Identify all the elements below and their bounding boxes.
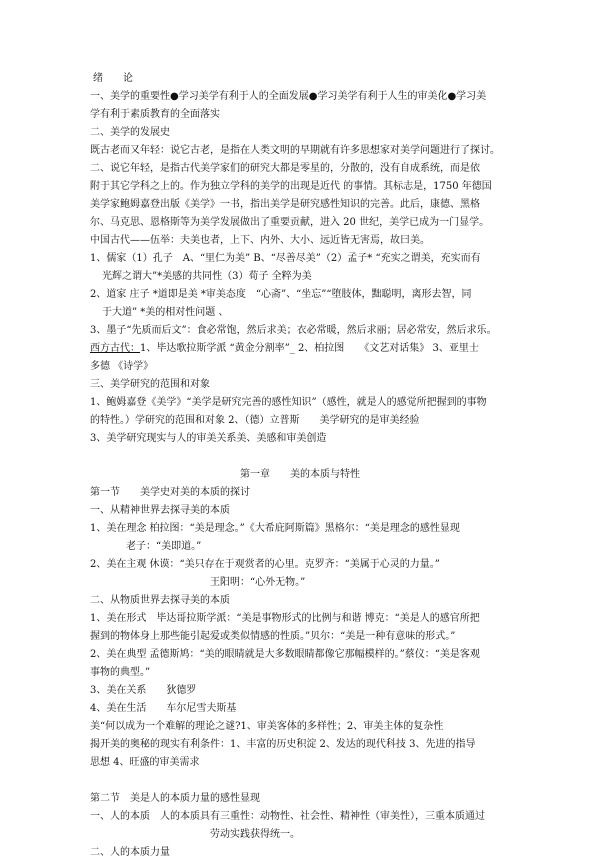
west-ancient-text: 1、毕达歌拉斯学派 “黄金分割率”_ 2、柏拉图 《文艺对话集》 3、亚里士 <box>140 343 479 354</box>
chapter-title: 第一章 美的本质与特性 <box>240 469 360 480</box>
china-ancient: 中国古代——伍举：夫美也者，上下、内外、大小、远近皆无害焉，故曰美。 <box>90 235 430 246</box>
form-line2: 握到的物体身上那些能引起爱或类似情感的性质。”贝尔：“美是一种有意味的形式。” <box>90 631 456 642</box>
west-ancient-line1 <box>90 340 510 358</box>
idea-line2: 老子：“美即道。” <box>126 541 202 552</box>
relation-line: 3、美在关系 狄德罗 <box>90 685 197 696</box>
conditions-line2: 思想 4、旺盛的审美需求 <box>90 757 200 768</box>
young-para-line1: 二、说它年轻，是指古代美学家们的研究大都是零星的，分散的，没有自成系统，而是依 <box>90 163 480 174</box>
typical-line1: 2、美在典型 孟德斯鸠：“美的眼睛就是大多数眼睛都像它那幅模样的。”蔡仪：“美是客观 <box>90 649 480 660</box>
mohist-line: 3、墨子“先质而后文”：食必常饱，然后求美；衣必常暖，然后求丽；居必常安，然后求乐。 <box>90 325 497 336</box>
material-heading: 二、从物质世界去探寻美的本质 <box>90 595 230 606</box>
young-para-line3: 美学家鲍姆嘉登出版《美学》一书，指出美学是研究感性知识的完善。此后，康德、黑格 <box>90 199 480 210</box>
west-ancient-line2: 多德 《诗学》 <box>90 361 154 372</box>
young-para-line4: 尔、马克思、恩格斯等为美学发展做出了重要贡献，进入 20 世纪，美学已成为一门显学。 <box>90 217 490 228</box>
form-line1: 1、美在形式 毕达哥拉斯学派：“美是事物形式的比例与和谐 博克：“美是人的感官所把 <box>90 613 480 624</box>
subjective-line2: 王阳明：“心外无物。” <box>210 577 306 588</box>
human-essence-line1: 一、人的本质 人的本质具有三重性：动物性、社会性、精神性（审美性），三重本质通过 <box>90 811 485 822</box>
riddle-line: 美“何以成为一个难解的理论之谜?1、审美客体的多样性；2、审美主体的复杂性 <box>90 721 444 732</box>
taoist-line1: 2、道家 庄子 *道即是美 *审美态度 “心斋”、“坐忘”“堕肢体，黜聪明，离形去智，同 <box>90 289 472 300</box>
section-importance-line1: 一、美学的重要性●学习美学有利于人的全面发展●学习美学有利于人生的审美化●学习美 <box>90 91 487 102</box>
confucian-line2: 光辉之谓大”*美感的共同性（3）荀子 全粹为美 <box>102 271 312 282</box>
young-para-line2: 附于其它学科之上的。作为独立学科的美学的出现是近代 的事情。其标志是，1750 年德国 <box>90 181 492 192</box>
scope-item3: 3、美学研究现实与人的审美关系美、美感和审美创造 <box>90 433 327 444</box>
typical-line2: 事物的典型。” <box>90 667 151 678</box>
section-scope-heading: 三、美学研究的范围和对象 <box>90 379 210 390</box>
section2-title: 第二节 美是人的本质力量的感性显现 <box>90 793 260 804</box>
spirit-heading: 一、从精神世界去探寻美的本质 <box>90 505 230 516</box>
section-history-heading: 二、美学的发展史 <box>90 127 170 138</box>
section1-title: 第一节 美学史对美的本质的探讨 <box>90 487 250 498</box>
human-essence-line2: 劳动实践获得统一。 <box>210 829 300 840</box>
scope-item1-line2: 的特性。）学研究的范围和对象 2、（德）立普斯 美学研究的是审美经验 <box>90 415 420 426</box>
confucian-line1: 1、儒家（1）孔子 A、“里仁为美” B、“尽善尽美”（2）孟子* “充实之谓美，充实而有 <box>90 253 481 264</box>
old-and-young: 既古老而又年轻：说它古老，是指在人类文明的早期就有许多思想家对美学问题进行了探讨。 <box>90 145 500 156</box>
subjective-line1: 2、美在主观 休谟：“美只存在于观赏者的心里。克罗齐：“美属于心灵的力量。” <box>90 559 440 570</box>
taoist-line2: 于大道” *美的相对性问题 、 <box>102 307 229 318</box>
document-body <box>90 70 510 862</box>
life-line: 4、美在生活 车尔尼雪夫斯基 <box>90 703 237 714</box>
essential-power-heading: 二、人的本质力量 <box>90 847 170 858</box>
idea-line1: 1、美在理念 柏拉图：“美是理念。”《大希庇阿斯篇》黑格尔：“美是理念的感性显现 <box>90 523 460 534</box>
scope-item1-line1: 1、鲍姆嘉登《美学》“美学是研究完善的感性知识”（感性，就是人的感觉所把握到的事物 <box>90 397 487 408</box>
conditions-line1: 揭开美的奥秘的现实有利条件：1、丰富的历史积淀 2、发达的现代科技 3、先进的指导 <box>90 739 476 750</box>
section-importance-line2: 学有利于素质教育的全面落实 <box>90 109 220 120</box>
intro-title: 绪 论 <box>93 73 133 84</box>
west-ancient-label: 西方古代： <box>90 343 140 354</box>
